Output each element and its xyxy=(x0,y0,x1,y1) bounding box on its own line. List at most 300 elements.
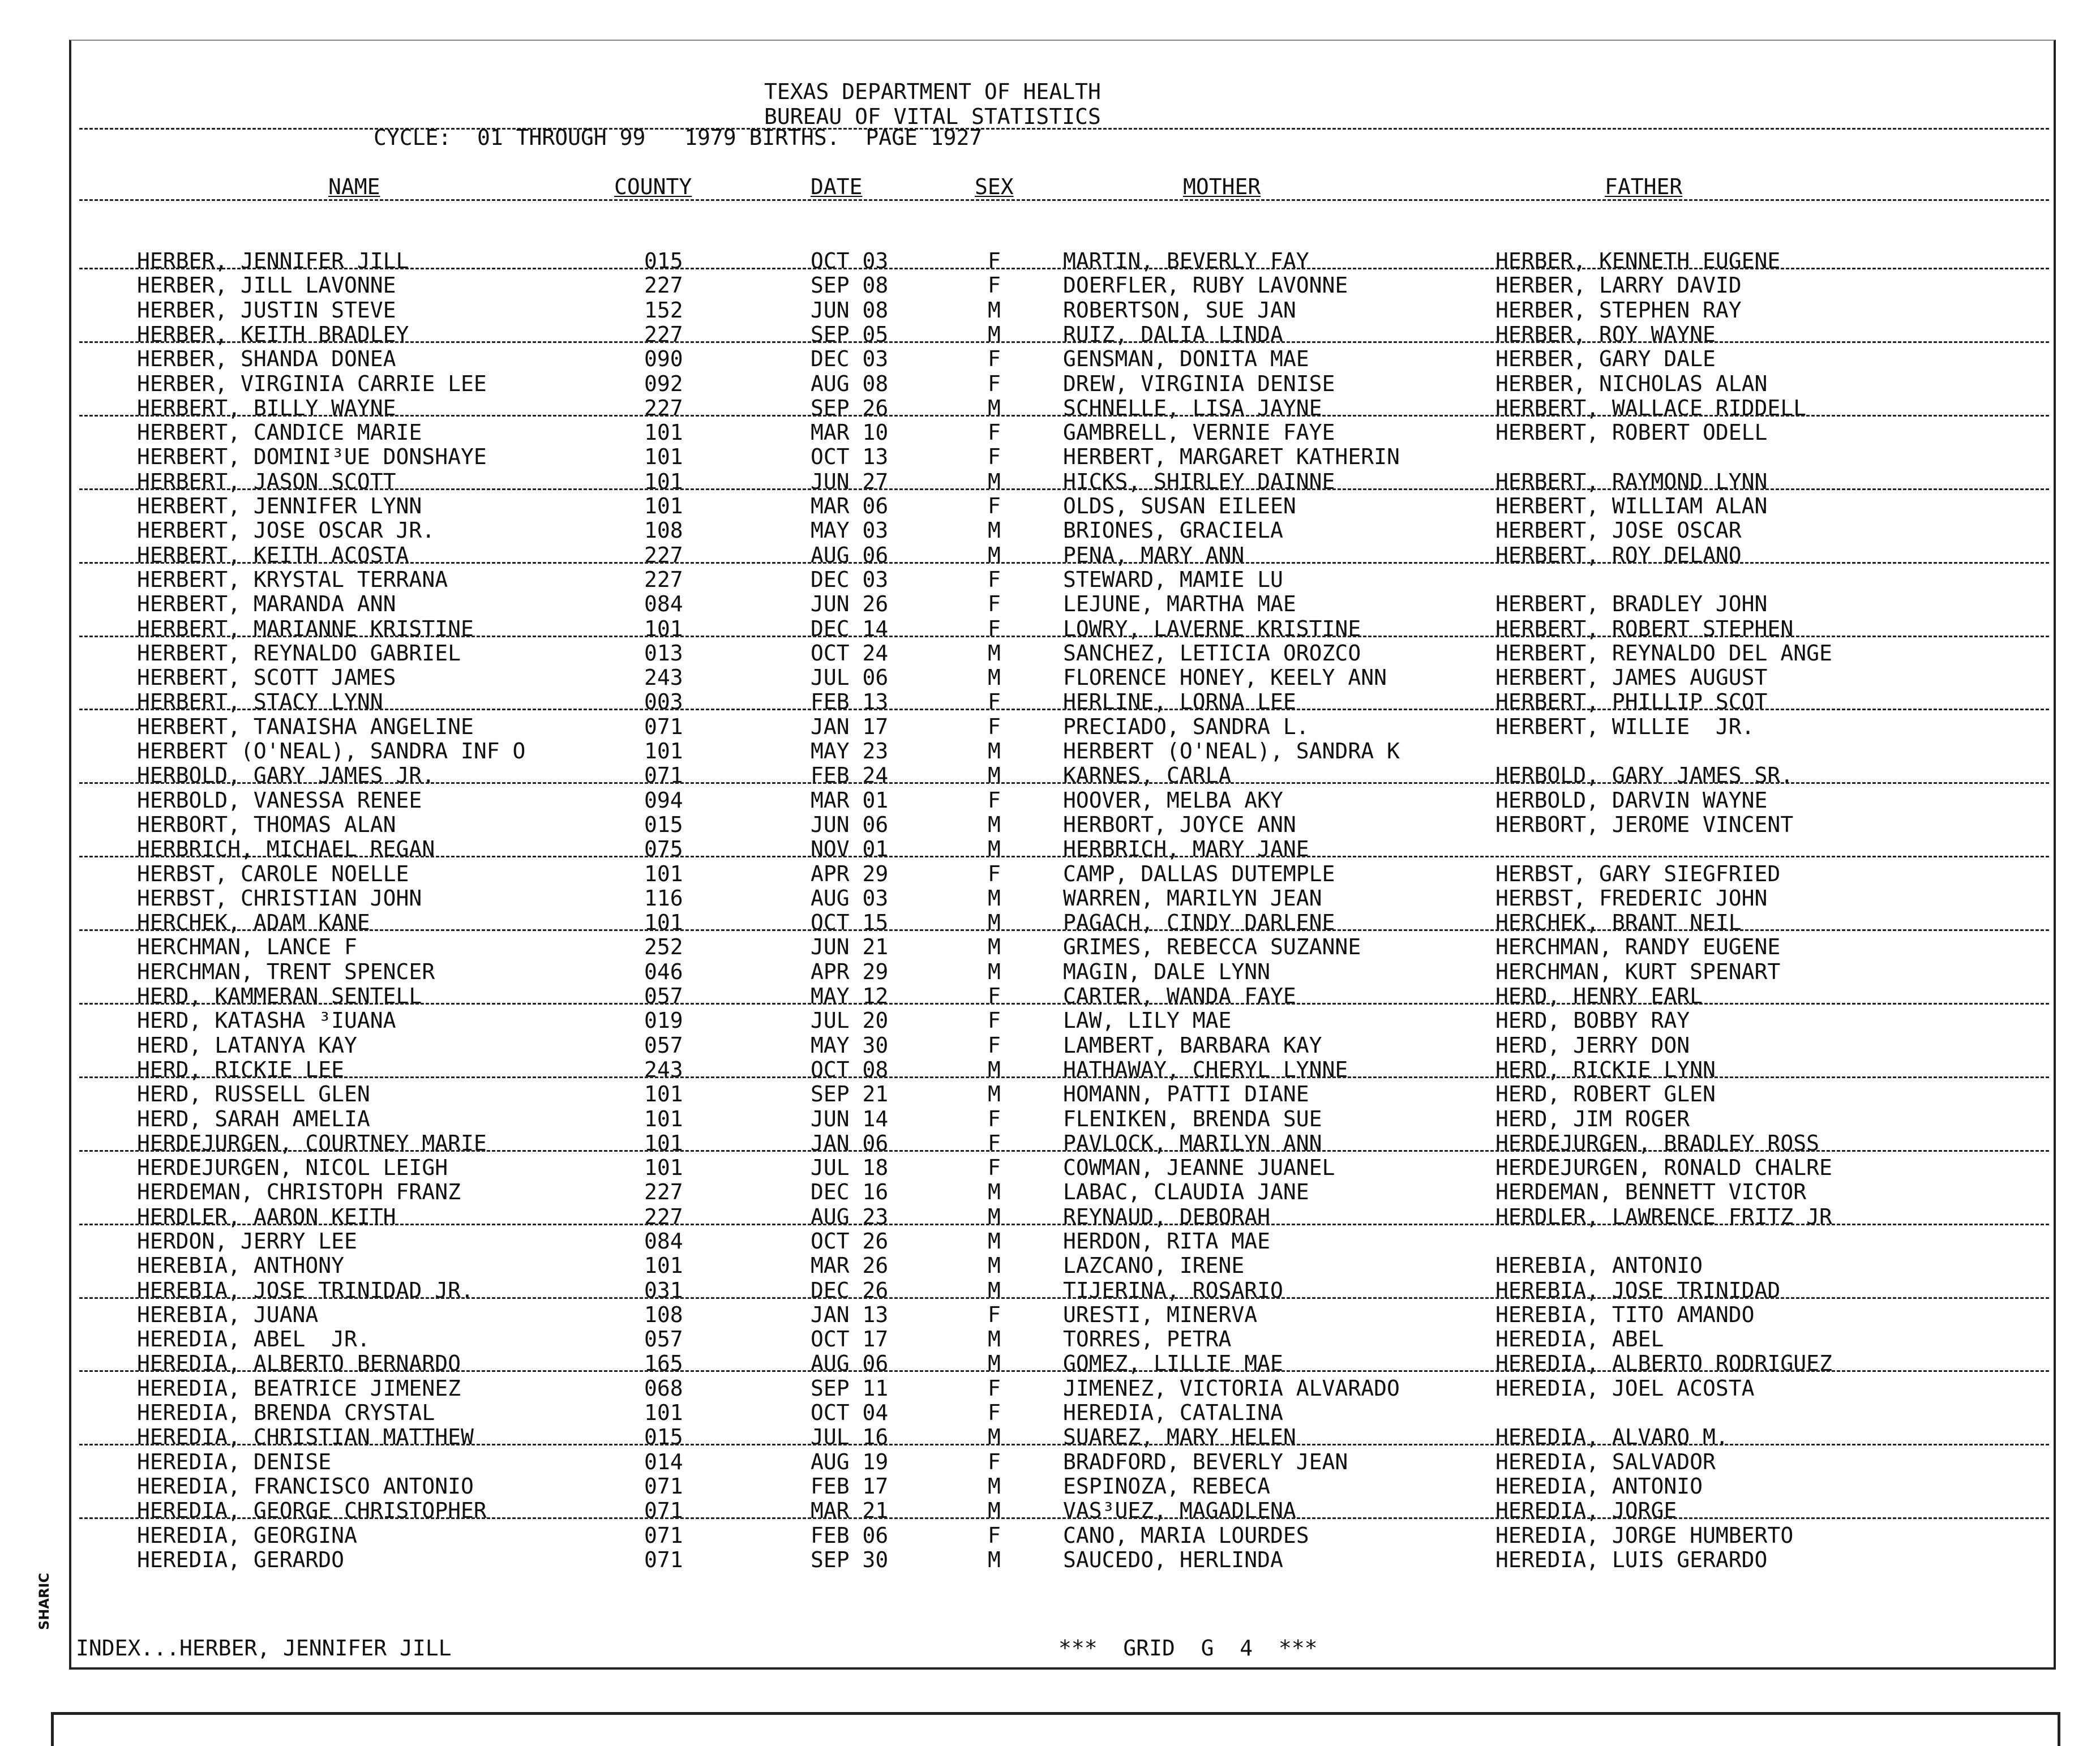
cell-father: HEREBIA, ANTONIO xyxy=(1495,1253,1703,1278)
cell-name: HERBRICH, MICHAEL REGAN xyxy=(137,836,435,861)
cell-county: 071 xyxy=(644,763,683,788)
cell-sex: M xyxy=(988,959,1001,984)
cell-county: 090 xyxy=(644,346,683,371)
cell-name: HERBERT, SCOTT JAMES xyxy=(137,665,396,690)
cell-sex: F xyxy=(988,984,1001,1009)
cell-father: HERBERT, ROY DELANO xyxy=(1495,543,1742,568)
cell-name: HERD, SARAH AMELIA xyxy=(137,1106,370,1131)
index-line: INDEX...HERBER, JENNIFER JILL xyxy=(76,1636,452,1661)
table-row xyxy=(0,1352,2100,1376)
cell-mother: ESPINOZA, REBECA xyxy=(1063,1474,1271,1499)
cell-county: 101 xyxy=(644,444,683,469)
cell-date: MAR 10 xyxy=(811,420,889,445)
cell-father: HEREDIA, SALVADOR xyxy=(1495,1449,1716,1474)
table-row xyxy=(0,543,2100,568)
cell-county: 015 xyxy=(644,812,683,837)
cell-name: HERD, KATASHA ³IUANA xyxy=(137,1008,396,1033)
cell-sex: M xyxy=(988,1498,1001,1523)
cell-mother: JIMENEZ, VICTORIA ALVARADO xyxy=(1063,1376,1400,1401)
table-row xyxy=(0,347,2100,371)
table-row xyxy=(0,372,2100,396)
cell-father: HERDEJURGEN, RONALD CHALRE xyxy=(1495,1155,1832,1180)
cell-name: HEREDIA, GEORGE CHRISTOPHER xyxy=(137,1498,487,1523)
cell-name: HERBERT, JOSE OSCAR JR. xyxy=(137,518,435,543)
table-row xyxy=(0,715,2100,739)
cell-sex: M xyxy=(988,1425,1001,1449)
cell-date: JUN 21 xyxy=(811,934,889,959)
cell-mother: FLORENCE HONEY, KEELY ANN xyxy=(1063,665,1387,690)
cell-county: 057 xyxy=(644,1033,683,1058)
table-row xyxy=(0,421,2100,445)
cell-father: HERBERT, RAYMOND LYNN xyxy=(1495,469,1768,494)
cell-father: HERDEJURGEN, BRADLEY ROSS xyxy=(1495,1131,1819,1156)
cell-county: 094 xyxy=(644,788,683,813)
cell-county: 101 xyxy=(644,1155,683,1180)
cell-father: HERBERT, ROBERT STEPHEN xyxy=(1495,616,1794,641)
cell-name: HERBERT, JENNIFER LYNN xyxy=(137,494,422,518)
cell-county: 084 xyxy=(644,1229,683,1254)
side-label: SHARIC xyxy=(36,1573,52,1630)
table-row xyxy=(0,494,2100,518)
table-row xyxy=(0,249,2100,273)
cell-date: SEP 30 xyxy=(811,1547,889,1572)
cell-name: HEREDIA, CHRISTIAN MATTHEW xyxy=(137,1425,474,1449)
cell-date: MAR 01 xyxy=(811,788,889,813)
cell-father: HEREDIA, ANTONIO xyxy=(1495,1474,1703,1499)
cell-name: HERBER, SHANDA DONEA xyxy=(137,346,396,371)
cell-sex: M xyxy=(988,1204,1001,1229)
cell-date: OCT 17 xyxy=(811,1327,889,1352)
cell-county: 013 xyxy=(644,641,683,666)
cell-sex: F xyxy=(988,1523,1001,1548)
cell-sex: M xyxy=(988,1082,1001,1106)
table-row xyxy=(0,1425,2100,1449)
cell-mother: SAUCEDO, HERLINDA xyxy=(1063,1547,1283,1572)
cell-mother: ROBERTSON, SUE JAN xyxy=(1063,298,1296,323)
table-row xyxy=(0,641,2100,666)
cell-name: HEREDIA, GERARDO xyxy=(137,1547,345,1572)
cell-name: HERBER, KEITH BRADLEY xyxy=(137,322,409,347)
cell-date: DEC 16 xyxy=(811,1179,889,1204)
cell-name: HEREDIA, BEATRICE JIMENEZ xyxy=(137,1376,461,1401)
cell-county: 252 xyxy=(644,934,683,959)
cell-date: JAN 17 xyxy=(811,714,889,739)
cell-mother: COWMAN, JEANNE JUANEL xyxy=(1063,1155,1335,1180)
cell-name: HERBST, CAROLE NOELLE xyxy=(137,861,409,886)
row-group-divider xyxy=(79,488,2049,490)
cell-county: 019 xyxy=(644,1008,683,1033)
cell-date: MAY 23 xyxy=(811,739,889,763)
cell-date: JUN 14 xyxy=(811,1106,889,1131)
cell-date: MAR 26 xyxy=(811,1253,889,1278)
cell-date: JAN 13 xyxy=(811,1302,889,1327)
cell-sex: M xyxy=(988,1179,1001,1204)
table-row xyxy=(0,617,2100,641)
cell-county: 057 xyxy=(644,1327,683,1352)
cell-father: HERD, RICKIE LYNN xyxy=(1495,1057,1716,1082)
cell-date: SEP 08 xyxy=(811,273,889,298)
cell-mother: CAMP, DALLAS DUTEMPLE xyxy=(1063,861,1335,886)
cell-father: HERBER, STEPHEN RAY xyxy=(1495,298,1742,323)
table-row xyxy=(0,1180,2100,1204)
cell-mother: BRADFORD, BEVERLY JEAN xyxy=(1063,1449,1348,1474)
cell-father: HERDLER, LAWRENCE FRITZ JR xyxy=(1495,1204,1832,1229)
cell-sex: M xyxy=(988,1229,1001,1254)
cell-father: HERDEMAN, BENNETT VICTOR xyxy=(1495,1179,1807,1204)
cell-name: HERBERT, TANAISHA ANGELINE xyxy=(137,714,474,739)
row-group-divider xyxy=(79,1150,2049,1152)
table-row xyxy=(0,1009,2100,1033)
cell-mother: HERBORT, JOYCE ANN xyxy=(1063,812,1296,837)
cell-date: MAY 12 xyxy=(811,984,889,1009)
cell-county: 243 xyxy=(644,1057,683,1082)
cell-name: HERBERT, KRYSTAL TERRANA xyxy=(137,567,448,592)
cell-mother: OLDS, SUSAN EILEEN xyxy=(1063,494,1296,518)
cell-father: HERBOLD, GARY JAMES SR. xyxy=(1495,763,1794,788)
cell-county: 101 xyxy=(644,420,683,445)
cell-sex: F xyxy=(988,420,1001,445)
cell-father: HERBER, NICHOLAS ALAN xyxy=(1495,371,1768,396)
cell-county: 243 xyxy=(644,665,683,690)
cell-father: HERD, JERRY DON xyxy=(1495,1033,1690,1058)
cell-sex: M xyxy=(988,812,1001,837)
cell-sex: M xyxy=(988,1547,1001,1572)
cell-name: HEREBIA, JOSE TRINIDAD JR. xyxy=(137,1278,474,1303)
cell-county: 116 xyxy=(644,886,683,911)
table-row xyxy=(0,837,2100,861)
cell-mother: TIJERINA, ROSARIO xyxy=(1063,1278,1283,1303)
row-group-divider xyxy=(79,1444,2049,1445)
cell-mother: TORRES, PETRA xyxy=(1063,1327,1232,1352)
row-group-divider xyxy=(79,636,2049,637)
cell-sex: M xyxy=(988,322,1001,347)
cell-county: 071 xyxy=(644,714,683,739)
table-row xyxy=(0,862,2100,886)
cell-mother: PRECIADO, SANDRA L. xyxy=(1063,714,1309,739)
column-header-name: NAME xyxy=(328,174,380,199)
column-header-father: FATHER xyxy=(1605,174,1683,199)
cell-father: HERBERT, PHILLIP SCOT xyxy=(1495,689,1768,714)
cell-date: SEP 05 xyxy=(811,322,889,347)
cell-mother: HERBRICH, MARY JANE xyxy=(1063,836,1309,861)
cell-name: HERD, RUSSELL GLEN xyxy=(137,1082,370,1106)
cell-sex: F xyxy=(988,591,1001,616)
cell-sex: F xyxy=(988,788,1001,813)
table-row xyxy=(0,445,2100,469)
cell-mother: CANO, MARIA LOURDES xyxy=(1063,1523,1309,1548)
cell-date: AUG 08 xyxy=(811,371,889,396)
cell-county: 101 xyxy=(644,1400,683,1425)
cell-date: JUN 27 xyxy=(811,469,889,494)
column-header-sex: SEX xyxy=(975,174,1014,199)
row-group-divider xyxy=(79,415,2049,417)
cell-county: 101 xyxy=(644,1253,683,1278)
cell-county: 003 xyxy=(644,689,683,714)
table-row xyxy=(0,568,2100,592)
cell-county: 014 xyxy=(644,1449,683,1474)
cell-date: SEP 26 xyxy=(811,396,889,421)
cell-sex: F xyxy=(988,346,1001,371)
table-row xyxy=(0,1033,2100,1058)
cell-sex: M xyxy=(988,396,1001,421)
cell-sex: M xyxy=(988,1351,1001,1376)
cell-name: HERBER, JENNIFER JILL xyxy=(137,248,409,273)
cell-county: 046 xyxy=(644,959,683,984)
cell-sex: M xyxy=(988,665,1001,690)
cell-date: MAY 03 xyxy=(811,518,889,543)
cell-mother: SUAREZ, MARY HELEN xyxy=(1063,1425,1296,1449)
cell-county: 227 xyxy=(644,273,683,298)
cell-county: 057 xyxy=(644,984,683,1009)
cell-county: 101 xyxy=(644,494,683,518)
table-row xyxy=(0,1082,2100,1106)
cell-name: HERBERT, STACY LYNN xyxy=(137,689,383,714)
cell-county: 101 xyxy=(644,861,683,886)
table-row xyxy=(0,518,2100,543)
cell-sex: F xyxy=(988,1155,1001,1180)
cell-mother: STEWARD, MAMIE LU xyxy=(1063,567,1283,592)
cell-date: JUN 08 xyxy=(811,298,889,323)
cell-name: HERBER, JILL LAVONNE xyxy=(137,273,396,298)
cell-mother: LABAC, CLAUDIA JANE xyxy=(1063,1179,1309,1204)
cell-mother: LAW, LILY MAE xyxy=(1063,1008,1232,1033)
cell-mother: LAMBERT, BARBARA KAY xyxy=(1063,1033,1322,1058)
cell-county: 071 xyxy=(644,1474,683,1499)
cell-name: HEREDIA, DENISE xyxy=(137,1449,332,1474)
cell-mother: CARTER, WANDA FAYE xyxy=(1063,984,1296,1009)
cell-father: HERBERT, WALLACE RIDDELL xyxy=(1495,396,1807,421)
cell-mother: PAGACH, CINDY DARLENE xyxy=(1063,910,1335,935)
cell-sex: F xyxy=(988,1400,1001,1425)
cell-name: HERDLER, AARON KEITH xyxy=(137,1204,396,1229)
cell-father: HERBERT, JAMES AUGUST xyxy=(1495,665,1768,690)
cell-father: HERBOLD, DARVIN WAYNE xyxy=(1495,788,1768,813)
cell-mother: VAS³UEZ, MAGADLENA xyxy=(1063,1498,1296,1523)
cell-mother: PENA, MARY ANN xyxy=(1063,543,1245,568)
cell-sex: M xyxy=(988,1057,1001,1082)
table-row xyxy=(0,1303,2100,1327)
cell-sex: M xyxy=(988,469,1001,494)
cell-father: HERBERT, WILLIE JR. xyxy=(1495,714,1755,739)
row-group-divider xyxy=(79,1517,2049,1519)
cell-date: OCT 08 xyxy=(811,1057,889,1082)
cell-name: HERCHMAN, TRENT SPENCER xyxy=(137,959,435,984)
cell-date: SEP 21 xyxy=(811,1082,889,1106)
table-row xyxy=(0,788,2100,813)
cell-county: 071 xyxy=(644,1498,683,1523)
cell-sex: M xyxy=(988,763,1001,788)
cell-father: HERCHMAN, RANDY EUGENE xyxy=(1495,934,1781,959)
table-row xyxy=(0,298,2100,323)
cell-father: HERCHEK, BRANT NEIL xyxy=(1495,910,1742,935)
cell-mother: LEJUNE, MARTHA MAE xyxy=(1063,591,1296,616)
table-row xyxy=(0,1254,2100,1278)
cell-date: FEB 17 xyxy=(811,1474,889,1499)
cell-date: OCT 26 xyxy=(811,1229,889,1254)
row-group-divider xyxy=(79,1370,2049,1372)
row-group-divider xyxy=(79,1297,2049,1299)
cell-mother: PAVLOCK, MARILYN ANN xyxy=(1063,1131,1322,1156)
table-row xyxy=(0,396,2100,421)
cell-father: HERBERT, ROBERT ODELL xyxy=(1495,420,1768,445)
cell-mother: HERLINE, LORNA LEE xyxy=(1063,689,1296,714)
cell-sex: F xyxy=(988,371,1001,396)
cell-date: JUN 06 xyxy=(811,812,889,837)
cell-father: HEREDIA, LUIS GERARDO xyxy=(1495,1547,1768,1572)
cell-date: FEB 24 xyxy=(811,763,889,788)
cell-sex: M xyxy=(988,1327,1001,1352)
cell-father: HEREDIA, JORGE HUMBERTO xyxy=(1495,1523,1794,1548)
table-row xyxy=(0,1401,2100,1425)
cell-sex: M xyxy=(988,1474,1001,1499)
cell-name: HERBERT (O'NEAL), SANDRA INF O xyxy=(137,739,526,763)
cell-father: HERCHMAN, KURT SPENART xyxy=(1495,959,1781,984)
cell-sex: F xyxy=(988,1033,1001,1058)
table-row xyxy=(0,1376,2100,1401)
row-group-divider xyxy=(79,856,2049,857)
cell-name: HERDEMAN, CHRISTOPH FRANZ xyxy=(137,1179,461,1204)
cell-date: JUN 26 xyxy=(811,591,889,616)
cell-sex: M xyxy=(988,910,1001,935)
cell-name: HERDEJURGEN, NICOL LEIGH xyxy=(137,1155,448,1180)
cell-sex: F xyxy=(988,1302,1001,1327)
table-row xyxy=(0,273,2100,298)
cell-mother: SCHNELLE, LISA JAYNE xyxy=(1063,396,1322,421)
cell-sex: F xyxy=(988,1008,1001,1033)
cell-mother: FLENIKEN, BRENDA SUE xyxy=(1063,1106,1322,1131)
cell-name: HEREDIA, ABEL JR. xyxy=(137,1327,370,1352)
cycle-line: CYCLE: 01 THROUGH 99 1979 BIRTHS. PAGE 1927 xyxy=(374,125,983,150)
cell-date: APR 29 xyxy=(811,959,889,984)
cell-mother: DOERFLER, RUBY LAVONNE xyxy=(1063,273,1348,298)
cell-sex: M xyxy=(988,641,1001,666)
column-header-county: COUNTY xyxy=(614,174,692,199)
cell-mother: LAZCANO, IRENE xyxy=(1063,1253,1245,1278)
cell-name: HERBERT, CANDICE MARIE xyxy=(137,420,422,445)
cell-county: 101 xyxy=(644,910,683,935)
row-group-divider xyxy=(79,709,2049,710)
cell-father: HERD, JIM ROGER xyxy=(1495,1106,1690,1131)
cell-mother: HICKS, SHIRLEY DAINNE xyxy=(1063,469,1335,494)
cell-sex: F xyxy=(988,444,1001,469)
cell-father: HEREDIA, ABEL xyxy=(1495,1327,1664,1352)
cell-sex: F xyxy=(988,494,1001,518)
cell-name: HERBST, CHRISTIAN JOHN xyxy=(137,886,422,911)
cell-date: AUG 06 xyxy=(811,1351,889,1376)
cell-name: HERD, RICKIE LEE xyxy=(137,1057,345,1082)
cell-county: 152 xyxy=(644,298,683,323)
cell-county: 068 xyxy=(644,1376,683,1401)
cell-father: HERD, ROBERT GLEN xyxy=(1495,1082,1716,1106)
cell-county: 108 xyxy=(644,1302,683,1327)
cell-date: MAR 21 xyxy=(811,1498,889,1523)
cell-date: AUG 06 xyxy=(811,543,889,568)
cell-sex: M xyxy=(988,1253,1001,1278)
grid-label: *** GRID G 4 *** xyxy=(1058,1636,1318,1661)
table-row xyxy=(0,886,2100,911)
column-header-divider xyxy=(79,199,2049,201)
cell-father: HERBER, ROY WAYNE xyxy=(1495,322,1716,347)
table-row xyxy=(0,1499,2100,1523)
cell-county: 101 xyxy=(644,1082,683,1106)
cell-sex: F xyxy=(988,714,1001,739)
cell-sex: F xyxy=(988,567,1001,592)
cell-county: 075 xyxy=(644,836,683,861)
cell-name: HERCHMAN, LANCE F xyxy=(137,934,357,959)
cell-name: HEREDIA, ALBERTO BERNARDO xyxy=(137,1351,461,1376)
cell-county: 071 xyxy=(644,1547,683,1572)
cell-date: AUG 19 xyxy=(811,1449,889,1474)
row-group-divider xyxy=(79,268,2049,269)
cell-sex: M xyxy=(988,543,1001,568)
cell-date: FEB 13 xyxy=(811,689,889,714)
cell-county: 227 xyxy=(644,543,683,568)
cell-mother: DREW, VIRGINIA DENISE xyxy=(1063,371,1335,396)
cell-father: HEREBIA, TITO AMANDO xyxy=(1495,1302,1755,1327)
table-row xyxy=(0,763,2100,788)
row-group-divider xyxy=(79,562,2049,564)
cell-name: HERD, KAMMERAN SENTELL xyxy=(137,984,422,1009)
cell-sex: F xyxy=(988,1376,1001,1401)
cell-sex: F xyxy=(988,861,1001,886)
cell-county: 165 xyxy=(644,1351,683,1376)
cell-father: HERBERT, WILLIAM ALAN xyxy=(1495,494,1768,518)
cell-name: HERCHEK, ADAM KANE xyxy=(137,910,370,935)
cell-county: 031 xyxy=(644,1278,683,1303)
bureau-title: BUREAU OF VITAL STATISTICS xyxy=(764,104,1101,129)
cell-sex: F xyxy=(988,1106,1001,1131)
cell-father: HERBST, FREDERIC JOHN xyxy=(1495,886,1768,911)
table-row xyxy=(0,984,2100,1009)
cell-county: 101 xyxy=(644,616,683,641)
row-group-divider xyxy=(79,1224,2049,1225)
table-row xyxy=(0,911,2100,935)
cell-father: HEREDIA, ALBERTO RODRIGUEZ xyxy=(1495,1351,1832,1376)
agency-title: TEXAS DEPARTMENT OF HEALTH xyxy=(764,79,1101,104)
next-page-frame xyxy=(51,1712,2060,1746)
cell-sex: F xyxy=(988,1449,1001,1474)
cell-county: 101 xyxy=(644,1106,683,1131)
cell-sex: F xyxy=(988,689,1001,714)
cell-name: HERBERT, MARANDA ANN xyxy=(137,591,396,616)
cell-name: HERBERT, DOMINI³UE DONSHAYE xyxy=(137,444,487,469)
cell-mother: HEREDIA, CATALINA xyxy=(1063,1400,1283,1425)
cell-mother: BRIONES, GRACIELA xyxy=(1063,518,1283,543)
cell-father: HEREBIA, JOSE TRINIDAD xyxy=(1495,1278,1781,1303)
cell-name: HERD, LATANYA KAY xyxy=(137,1033,357,1058)
cell-mother: MAGIN, DALE LYNN xyxy=(1063,959,1271,984)
cell-name: HERBERT, KEITH ACOSTA xyxy=(137,543,409,568)
cell-name: HERBOLD, GARY JAMES JR. xyxy=(137,763,435,788)
cell-father: HERBORT, JEROME VINCENT xyxy=(1495,812,1794,837)
table-row xyxy=(0,1548,2100,1572)
cell-father: HERBERT, BRADLEY JOHN xyxy=(1495,591,1768,616)
cell-county: 227 xyxy=(644,1179,683,1204)
cell-mother: HERBERT (O'NEAL), SANDRA K xyxy=(1063,739,1400,763)
cell-mother: SANCHEZ, LETICIA OROZCO xyxy=(1063,641,1361,666)
cell-mother: GRIMES, REBECCA SUZANNE xyxy=(1063,934,1361,959)
cell-mother: HOMANN, PATTI DIANE xyxy=(1063,1082,1309,1106)
cell-father: HERBST, GARY SIEGFRIED xyxy=(1495,861,1781,886)
cell-mother: LOWRY, LAVERNE KRISTINE xyxy=(1063,616,1361,641)
cell-date: JAN 06 xyxy=(811,1131,889,1156)
cell-mother: RUIZ, DALIA LINDA xyxy=(1063,322,1283,347)
cell-name: HERBORT, THOMAS ALAN xyxy=(137,812,396,837)
cell-name: HERBERT, BILLY WAYNE xyxy=(137,396,396,421)
row-group-divider xyxy=(79,1076,2049,1078)
table-row xyxy=(0,592,2100,616)
row-group-divider xyxy=(79,782,2049,784)
